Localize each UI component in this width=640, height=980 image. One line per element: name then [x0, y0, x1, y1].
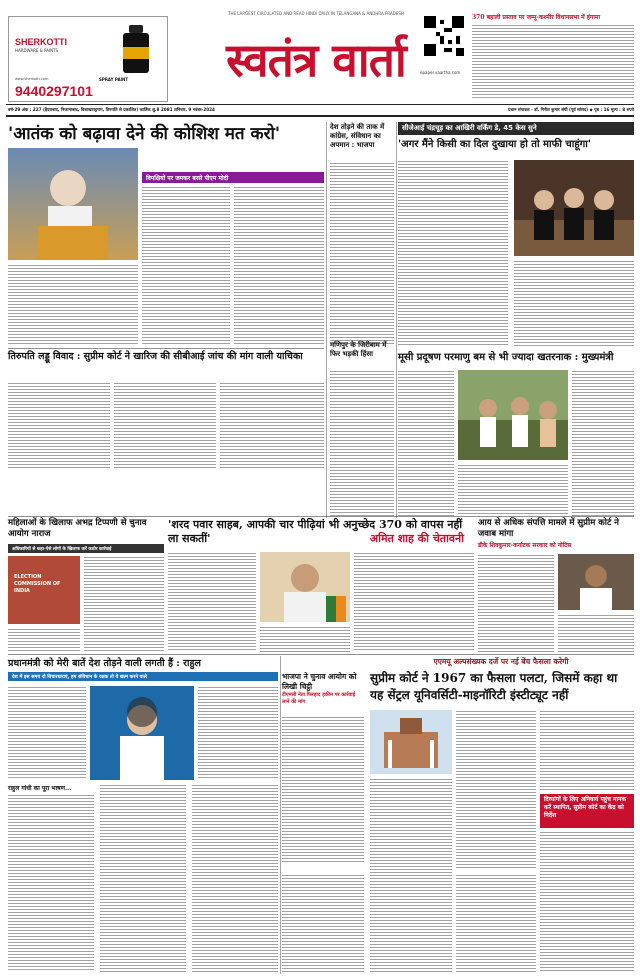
body-rahul-b [198, 686, 278, 780]
body-shivakumar-a [478, 554, 554, 652]
story-disabled[interactable] [540, 794, 634, 974]
story-manipur[interactable] [330, 340, 394, 518]
band2-rahul: राहुल गांधी का पूरा भाषण... [8, 785, 72, 792]
pollution-photo [458, 370, 568, 460]
body-bjp-b [282, 874, 364, 972]
ad-brand: SHERKOTTI [15, 37, 68, 47]
teaser-headline: 370 बहाली प्रस्ताव पर जम्मू-कश्मीर विधानसभा में हंगामा [472, 14, 601, 21]
story-cji[interactable] [398, 122, 634, 348]
body-amu-a [456, 710, 536, 870]
teaser-body [472, 24, 634, 98]
body-modi-c [8, 264, 138, 344]
body-tirupati-b [114, 382, 216, 468]
supreme-court-photo [370, 710, 452, 774]
body-shah-b [260, 626, 350, 652]
body-amu-d [456, 874, 536, 972]
body-rahul-d [100, 784, 186, 972]
headline-modi: 'आतंक को बढ़ावा देने की कोशिश मत करो' [8, 124, 281, 144]
story-modi[interactable] [8, 122, 324, 348]
body-cji-b [514, 260, 634, 346]
body-amu-c [370, 778, 452, 972]
qr-code-icon[interactable] [424, 16, 464, 62]
col-rule-3 [280, 656, 281, 974]
sub-shivakumar: डीके शिवकुमार-कर्नाटक सरकार को नोटिस [478, 542, 572, 549]
headline-manipur: मणिपुर के जिरीबाम में फिर भड़की हिंसा [330, 340, 387, 358]
body-pollution-b [458, 464, 568, 516]
headline-cji: 'अगर मैंने किसी का दिल दुखाया हो तो माफी चाहूंगा' [398, 139, 591, 150]
ad-product: SPRAY PAINT [99, 77, 129, 82]
row-rule-2 [8, 516, 634, 517]
body-modi-a [142, 186, 230, 344]
body-rahul-c [8, 794, 94, 972]
body-rahul-a [8, 686, 86, 780]
headline-amu-top: एएमयू अल्पसंख्यक दर्जे पर नई बेंच फैसला करेगी [433, 657, 569, 666]
cji-photo [514, 160, 634, 256]
sub-bjp: टीएमसी नेता फिरहाद हकीम पर कार्रवाई लाने की मांग [282, 692, 356, 705]
band-rahul: देश में इस समय दो विचारधाराएं, हम संविधान के रक्षक तो वे खत्म करने वाले [8, 672, 278, 681]
body-pollution-a [398, 370, 454, 516]
story-shivakumar[interactable] [478, 518, 634, 654]
row-rule-3 [8, 654, 634, 655]
bottom-rule [6, 115, 634, 117]
body-women-a [84, 556, 164, 652]
story-women[interactable] [8, 518, 164, 654]
band-cji: सीजेआई चंद्रचूड़ का आखिरी वर्किंग डे, 45 केस सुने [398, 122, 634, 135]
shivakumar-photo [558, 554, 634, 610]
ad-url: www.sherkotti.com [15, 77, 49, 81]
headline-shah: 'शरद पवार साहब, आपकी चार पीढ़ियां भी अनुच्छेद 370 को वापस नहीं ला सकतीं' [168, 518, 463, 545]
story-tirupati[interactable] [8, 350, 324, 470]
headline-congress: देश तोड़ने की ताक में कांग्रेस, संविधान का अपमान : भाजपा [330, 122, 385, 149]
paint-can-icon [117, 23, 157, 75]
band-modi: विपक्षियों पर जमकर बरसे पीएम मोदी [142, 172, 324, 183]
teaser[interactable] [472, 14, 634, 102]
headline-pollution: मूसी प्रदूषण परमाणु बम से भी ज्यादा खतरनाक : मुख्यमंत्री [398, 352, 614, 363]
masthead-title: स्वतंत्र वार्ता [226, 33, 406, 87]
body-cji-a [398, 160, 508, 346]
ec-photo [8, 556, 80, 624]
sub-women: अधिकारियों से कहा-ऐसे लोगों के खिलाफ करें कठोर कार्रवाई [8, 544, 164, 553]
ad-phone: 9440297101 [15, 83, 93, 99]
ad-sub: HARDWARE & PAINTS [15, 48, 59, 53]
headline-shivakumar: आय से अधिक संपत्ति मामले में सुप्रीम कोर्ट ने जवाब मांगा [478, 518, 619, 539]
headline-rahul: प्रधानमंत्री को मेरी बातें देश तोड़ने वाली लगती हैं : राहुल [8, 658, 201, 669]
body-congress [330, 162, 394, 344]
masthead [0, 0, 640, 122]
body-amu-b [540, 710, 634, 792]
story-congress[interactable] [330, 122, 394, 348]
ec-photo-caption: ELECTION COMMISSION OF INDIA [14, 574, 61, 594]
editor-line: प्रधान संपादक - डॉ. गिरीश कुमार संघी (पूर्व सांसद) ◆ पृष्ठ : 16 मूल्य : 8 रुपये [508, 107, 634, 112]
body-shah-c [354, 552, 474, 652]
body-modi-b [234, 186, 324, 344]
col-rule-1 [326, 122, 327, 518]
tagline: THE LARGEST CIRCULATED AND READ HINDI DAILY IN TELANGANA & ANDHRA PRADESH [228, 11, 404, 16]
edition-line: वर्ष-29 अंक : 227 (हैदराबाद, निजामाबाद, विशाखापट्टणम, तिरुपति से प्रकाशित) कार्तिक शु.8 2081 शनिवार, 9 नवंबर-2024 [8, 107, 215, 112]
body-rahul-e [192, 784, 278, 972]
body-manipur [330, 370, 394, 516]
story-pollution[interactable] [398, 350, 634, 518]
shah-photo [260, 552, 350, 622]
body-tirupati-c [220, 382, 324, 468]
headline-amu: सुप्रीम कोर्ट ने 1967 का फैसला पलटा, जिसमें कहा था यह सेंट्रल यूनिवर्सिटी-माइनॉरिटी इंस्टीट्यूट नहीं [370, 671, 618, 702]
col-rule-2 [396, 122, 397, 518]
body-women-b [8, 628, 80, 652]
rahul-photo [90, 686, 194, 780]
body-tirupati-a [8, 382, 110, 468]
headline-shah-red: अमित शाह की चेतावनी [369, 532, 464, 545]
headline-bjp: भाजपा ने चुनाव आयोग को लिखी चिट्ठी [282, 672, 357, 691]
headline-tirupati: तिरुपति लड्डू विवाद : सुप्रीम कोर्ट ने खारिज की सीबीआई जांच की मांग वाली याचिका [8, 351, 303, 362]
body-disabled [540, 831, 634, 971]
body-shah-a [168, 552, 256, 652]
story-rahul[interactable] [8, 656, 278, 974]
top-rule [6, 104, 634, 105]
sherkotti-ad[interactable] [8, 16, 168, 102]
row-rule-1 [8, 348, 324, 349]
modi-photo [8, 148, 138, 260]
body-shivakumar-b [558, 614, 634, 652]
headline-women: महिलाओं के खिलाफ अभद्र टिप्पणी से चुनाव आयोग नाराज [8, 518, 147, 539]
headline-disabled: दिव्यांगों के लिए अनिवार्य पहुंच मानक करें स्थापित, सुप्रीम कोर्ट का केंद्र को निर्देश [540, 794, 634, 828]
body-pollution-c [572, 370, 634, 516]
story-shah[interactable] [168, 518, 474, 654]
website[interactable]: epaper.vaartha.com [420, 70, 461, 75]
